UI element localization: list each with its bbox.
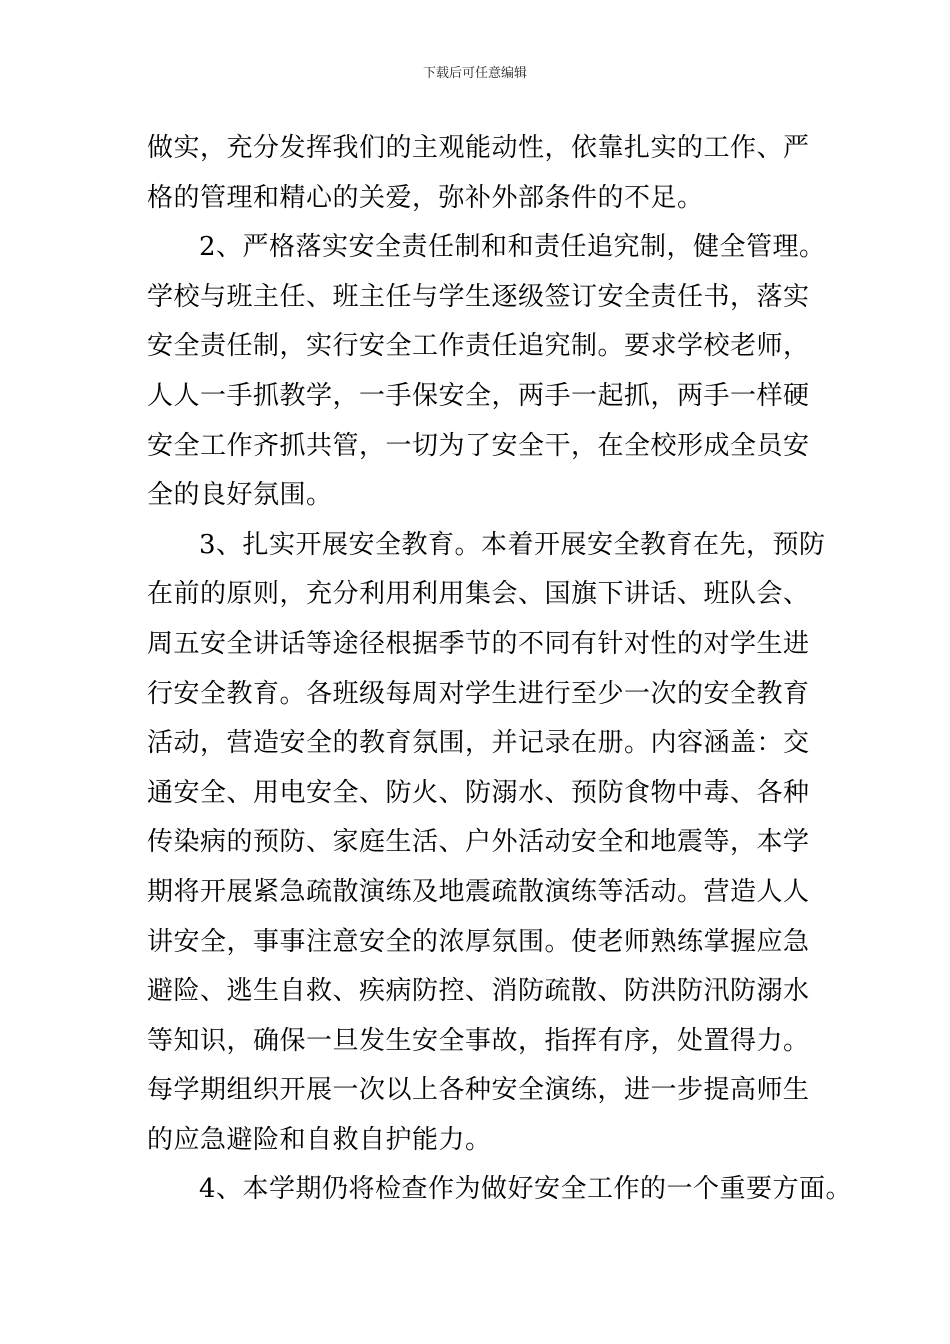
text-line: 做实，充分发挥我们的主观能动性，依靠扎实的工作、严 [147, 133, 810, 163]
text-line: 期将开展紧急疏散演练及地震疏散演练等活动。营造人人 [147, 876, 810, 907]
text-line: 4、本学期仍将检查作为做好安全工作的一个重要方面。 [199, 1174, 853, 1205]
text-line: 3、扎实开展安全教育。本着开展安全教育在先，预防 [199, 529, 826, 560]
text-line: 在前的原则，充分利用利用集会、国旗下讲话、班队会、 [147, 579, 810, 610]
text-line: 避险、逃生自救、疾病防控、消防疏散、防洪防汛防溺水 [147, 976, 810, 1007]
text-line: 行安全教育。各班级每周对学生进行至少一次的安全教育 [147, 678, 810, 709]
text-line: 安全工作齐抓共管，一切为了安全干，在全校形成全员安 [147, 430, 810, 461]
text-line: 每学期组织开展一次以上各种安全演练，进一步提高师生 [147, 1075, 810, 1106]
text-line: 学校与班主任、班主任与学生逐级签订安全责任书，落实 [147, 281, 810, 312]
text-line: 的应急避险和自救自护能力。 [147, 1124, 492, 1155]
text-line: 讲安全，事事注意安全的浓厚氛围。使老师熟练掌握应急 [147, 926, 810, 957]
text-line: 周五安全讲话等途径根据季节的不同有针对性的对学生进 [147, 628, 810, 659]
text-line: 等知识，确保一旦发生安全事故，指挥有序，处置得力。 [147, 1025, 810, 1056]
text-line: 活动，营造安全的教育氛围，并记录在册。内容涵盖：交 [147, 728, 810, 759]
text-line: 格的管理和精心的关爱，弥补外部条件的不足。 [147, 182, 704, 213]
text-line: 全的良好氛围。 [147, 480, 333, 511]
text-line: 安全责任制，实行安全工作责任追究制。要求学校老师， [147, 331, 810, 362]
page-header: 下载后可任意编辑 [422, 66, 527, 81]
text-line: 2、严格落实安全责任制和和责任追究制，健全管理。 [199, 232, 826, 263]
text-line: 通安全、用电安全、防火、防溺水、预防食物中毒、各种 [147, 777, 810, 808]
text-line: 传染病的预防、家庭生活、户外活动安全和地震等，本学 [147, 827, 810, 858]
body-text [147, 124, 853, 1215]
text-line: 人人一手抓教学，一手保安全，两手一起抓，两手一样硬 [147, 380, 810, 411]
